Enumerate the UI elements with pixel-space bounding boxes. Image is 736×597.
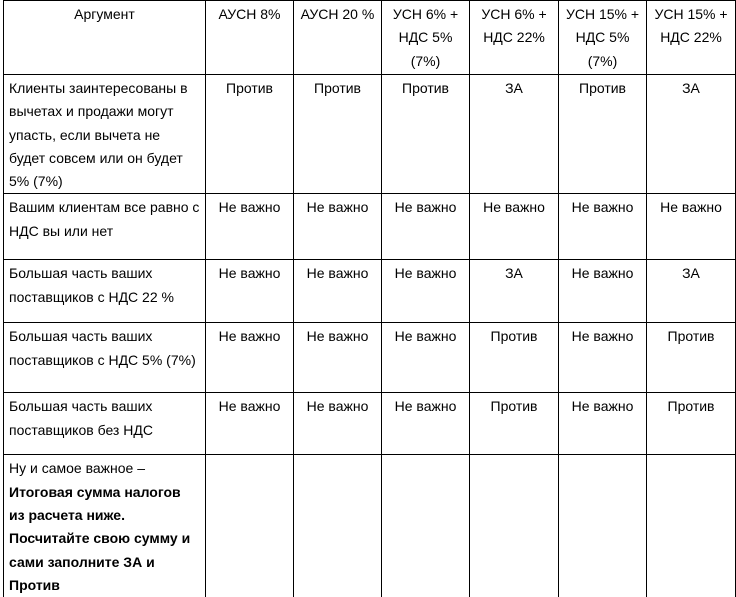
argument-emphasis-text: Итоговая сумма налогов из расчета ниже. Посчитайте свою сумму и сами заполните ЗА и Против — [9, 483, 191, 593]
value-cell: Не важно — [647, 194, 736, 260]
value-cell: Против — [470, 323, 559, 393]
value-cell: Не важно — [294, 194, 382, 260]
value-cell: Не важно — [559, 194, 647, 260]
value-cell: ЗА — [647, 260, 736, 323]
table-row — [4, 75, 736, 194]
value-cell: Против — [470, 393, 559, 455]
argument-cell: Большая часть ваших поставщиков с НДС 5% (7%) — [4, 323, 206, 393]
table-row — [4, 455, 736, 597]
empty-value-cell[interactable] — [470, 455, 559, 597]
header-usn15-nds5: УСН 15% + НДС 5% (7%) — [559, 1, 647, 75]
value-cell: Против — [647, 393, 736, 455]
empty-value-cell[interactable] — [294, 455, 382, 597]
argument-cell: Большая часть ваших поставщиков без НДС — [4, 393, 206, 455]
header-usn15-nds22: УСН 15% + НДС 22% — [647, 1, 736, 75]
value-cell: ЗА — [470, 260, 559, 323]
value-cell: Не важно — [206, 194, 294, 260]
value-cell: Не важно — [294, 260, 382, 323]
empty-value-cell[interactable] — [206, 455, 294, 597]
header-ausn-8: АУСН 8% — [206, 1, 294, 75]
value-cell: Не важно — [382, 194, 470, 260]
value-cell: Не важно — [294, 323, 382, 393]
value-cell: Против — [647, 323, 736, 393]
value-cell: Не важно — [470, 194, 559, 260]
value-cell: Не важно — [382, 323, 470, 393]
value-cell: Не важно — [559, 393, 647, 455]
header-row — [4, 1, 736, 75]
value-cell: ЗА — [647, 75, 736, 194]
argument-cell — [4, 455, 206, 597]
table-row — [4, 393, 736, 455]
table-row — [4, 323, 736, 393]
argument-cell: Клиенты заинтересованы в вычетах и продажи могут упасть, если вычета не будет совсем или он будет 5% (7%) — [4, 75, 206, 194]
value-cell: ЗА — [470, 75, 559, 194]
value-cell: Не важно — [382, 260, 470, 323]
argument-intro-text: Ну и самое важное – — [9, 460, 145, 477]
value-cell: Не важно — [559, 323, 647, 393]
header-usn6-nds22: УСН 6% + НДС 22% — [470, 1, 559, 75]
header-ausn-20: АУСН 20 % — [294, 1, 382, 75]
value-cell: Против — [294, 75, 382, 194]
header-argument: Аргумент — [4, 1, 206, 75]
empty-value-cell[interactable] — [382, 455, 470, 597]
value-cell: Не важно — [294, 393, 382, 455]
value-cell: Не важно — [559, 260, 647, 323]
table-row — [4, 260, 736, 323]
value-cell: Против — [559, 75, 647, 194]
value-cell: Против — [382, 75, 470, 194]
table-row — [4, 194, 736, 260]
value-cell: Не важно — [382, 393, 470, 455]
empty-value-cell[interactable] — [559, 455, 647, 597]
header-usn6-nds5: УСН 6% + НДС 5% (7%) — [382, 1, 470, 75]
value-cell: Не важно — [206, 393, 294, 455]
argument-cell: Большая часть ваших поставщиков с НДС 22 % — [4, 260, 206, 323]
value-cell: Не важно — [206, 260, 294, 323]
value-cell: Не важно — [206, 323, 294, 393]
empty-value-cell[interactable] — [647, 455, 736, 597]
argument-cell: Вашим клиентам все равно с НДС вы или нет — [4, 194, 206, 260]
value-cell: Против — [206, 75, 294, 194]
comparison-table — [3, 0, 736, 597]
